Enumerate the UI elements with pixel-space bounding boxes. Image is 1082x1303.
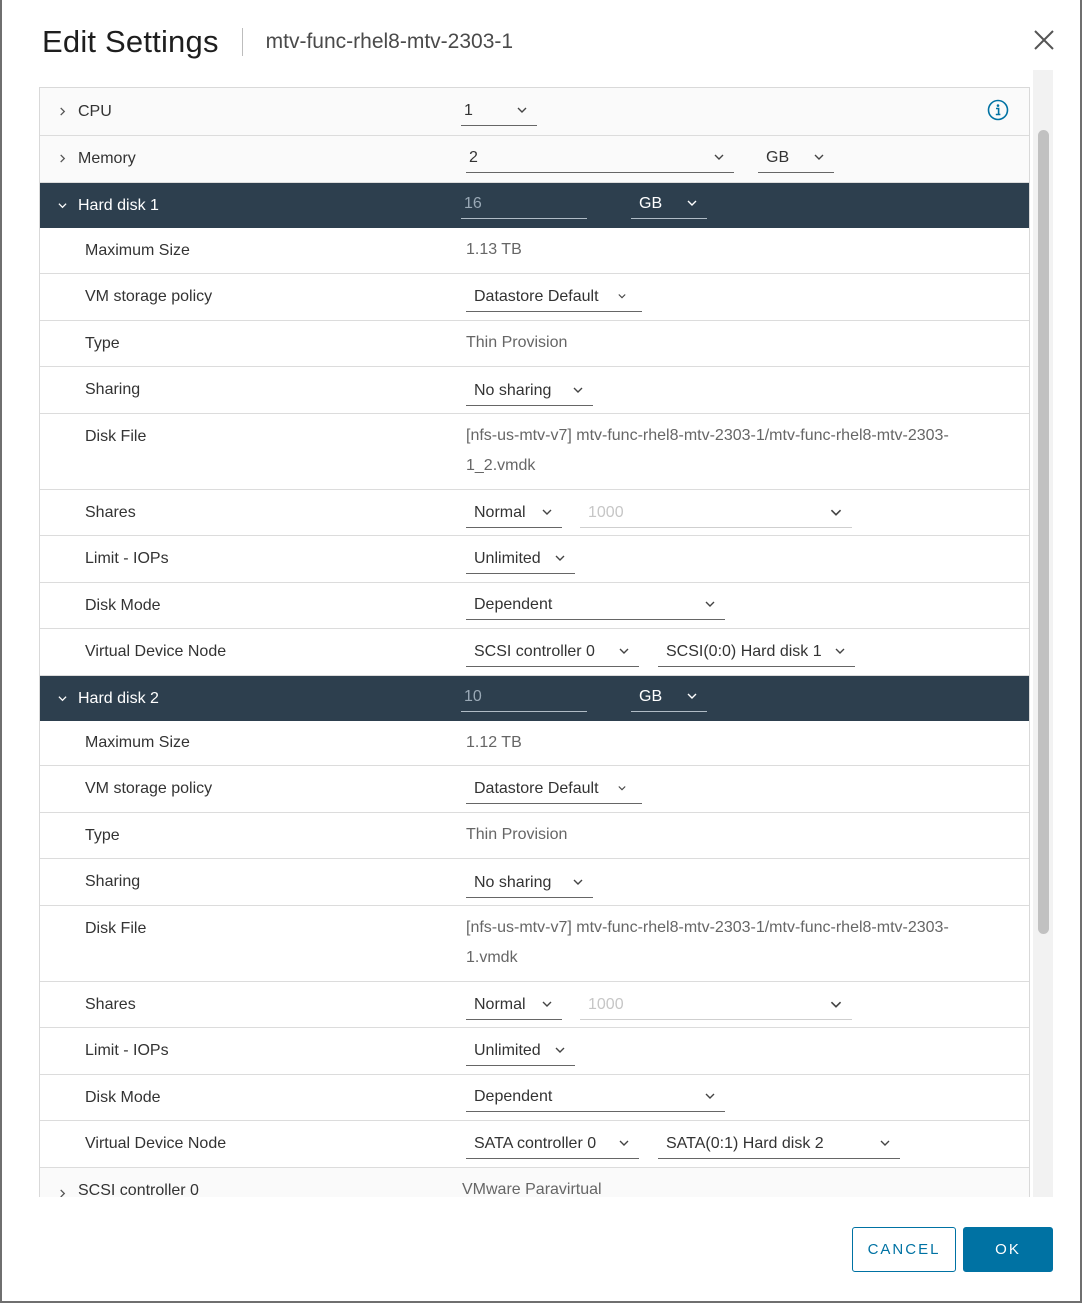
memory-select[interactable] bbox=[466, 143, 734, 173]
disk-file-line-1: [nfs-us-mtv-v7] mtv-func-rhel8-mtv-2303-1/mtv-func-rhel8-mtv-2303- bbox=[466, 919, 949, 936]
disk-mode-label: Disk Mode bbox=[85, 596, 161, 614]
shares-select[interactable] bbox=[466, 498, 562, 528]
info-icon[interactable] bbox=[987, 99, 1009, 121]
limit-label: Limit - IOPs bbox=[85, 1042, 169, 1059]
chevron-down-icon bbox=[880, 1140, 890, 1147]
chevron-down-icon bbox=[555, 1047, 565, 1054]
disk-2-limit-row bbox=[40, 1028, 1029, 1075]
chevron-right-icon[interactable] bbox=[58, 154, 67, 163]
controller-value: SATA controller 0 bbox=[474, 1134, 597, 1152]
disk-mode-select[interactable] bbox=[466, 590, 725, 620]
chevron-down-icon[interactable] bbox=[58, 201, 67, 210]
disk-file-line-2: 1_2.vmdk bbox=[466, 457, 536, 474]
storage-policy-label: VM storage policy bbox=[85, 288, 213, 305]
disk-mode-value: Dependent bbox=[474, 1087, 553, 1105]
shares-value: Normal bbox=[474, 503, 526, 521]
limit-select[interactable] bbox=[466, 1036, 575, 1066]
chevron-down-icon bbox=[705, 1093, 715, 1100]
chevron-down-icon bbox=[687, 200, 697, 207]
storage-policy-label: VM storage policy bbox=[85, 780, 213, 797]
cpu-value: 1 bbox=[464, 101, 473, 119]
chevron-down-icon bbox=[573, 879, 583, 886]
chevron-down-icon bbox=[517, 107, 527, 114]
hard-disk-1-unit: GB bbox=[639, 194, 663, 212]
type-label: Type bbox=[85, 334, 120, 352]
sharing-select[interactable] bbox=[466, 868, 593, 898]
chevron-down-icon bbox=[814, 154, 824, 161]
disk-1-max-size-row bbox=[40, 228, 1029, 274]
chevron-down-icon bbox=[618, 785, 626, 792]
hard-disk-1-header bbox=[40, 183, 1029, 228]
storage-policy-value: Datastore Default bbox=[474, 779, 599, 797]
shares-number-select bbox=[580, 990, 852, 1020]
ok-button[interactable]: OK bbox=[963, 1227, 1053, 1272]
chevron-down-icon bbox=[830, 1001, 842, 1009]
max-size-value: 1.12 TB bbox=[466, 734, 522, 751]
chevron-right-icon[interactable] bbox=[58, 1189, 67, 1197]
cancel-button[interactable]: CANCEL bbox=[852, 1227, 956, 1272]
chevron-down-icon bbox=[555, 555, 565, 562]
sharing-label: Sharing bbox=[85, 381, 141, 398]
controller-select[interactable] bbox=[466, 637, 639, 667]
disk-file-line-1: [nfs-us-mtv-v7] mtv-func-rhel8-mtv-2303-1/mtv-func-rhel8-mtv-2303- bbox=[466, 427, 949, 444]
chevron-down-icon bbox=[618, 293, 626, 300]
memory-unit: GB bbox=[766, 148, 790, 166]
scsi-controller-value: VMware Paravirtual bbox=[462, 1181, 602, 1197]
device-node-label: Virtual Device Node bbox=[85, 643, 227, 660]
storage-policy-value: Datastore Default bbox=[474, 287, 599, 305]
cpu-row bbox=[40, 88, 1029, 136]
memory-label: Memory bbox=[78, 150, 136, 167]
disk-1-limit-row bbox=[40, 536, 1029, 583]
disk-2-file-row bbox=[40, 906, 1029, 982]
disk-1-type-row bbox=[40, 321, 1029, 367]
chevron-down-icon[interactable] bbox=[58, 694, 67, 703]
disk-mode-select[interactable] bbox=[466, 1082, 725, 1112]
scsi-controller-label: SCSI controller 0 bbox=[78, 1182, 199, 1197]
hard-disk-2-header bbox=[40, 676, 1029, 721]
limit-value: Unlimited bbox=[474, 549, 541, 567]
dialog-title: Edit Settings bbox=[42, 24, 219, 59]
disk-1-mode-row bbox=[40, 583, 1029, 629]
cpu-label: CPU bbox=[78, 102, 112, 120]
device-node-value: SCSI(0:0) Hard disk 1 bbox=[666, 642, 822, 660]
disk-1-shares-row bbox=[40, 490, 1029, 536]
max-size-label: Maximum Size bbox=[85, 241, 190, 259]
device-node-label: Virtual Device Node bbox=[85, 1135, 227, 1152]
sharing-label: Sharing bbox=[85, 873, 141, 890]
chevron-down-icon bbox=[542, 509, 552, 516]
max-size-label: Maximum Size bbox=[85, 734, 190, 751]
device-node-value: SATA(0:1) Hard disk 2 bbox=[666, 1134, 824, 1152]
hard-disk-1-size-input[interactable] bbox=[461, 189, 587, 219]
type-value: Thin Provision bbox=[466, 826, 568, 843]
disk-2-node-row bbox=[40, 1121, 1029, 1168]
shares-select[interactable] bbox=[466, 990, 562, 1020]
disk-1-sharing-row bbox=[40, 367, 1029, 414]
scsi-controller-row bbox=[40, 1168, 1029, 1197]
scrollbar-thumb[interactable] bbox=[1038, 130, 1049, 934]
type-label: Type bbox=[85, 826, 120, 844]
controller-select[interactable] bbox=[466, 1129, 639, 1159]
chevron-down-icon bbox=[542, 1001, 552, 1008]
memory-row bbox=[40, 136, 1029, 183]
cpu-select[interactable] bbox=[461, 96, 537, 126]
chevron-down-icon bbox=[687, 693, 697, 700]
sharing-select[interactable] bbox=[466, 376, 593, 406]
limit-value: Unlimited bbox=[474, 1041, 541, 1059]
hard-disk-2-unit-select[interactable] bbox=[631, 682, 707, 712]
hard-disk-2-label: Hard disk 2 bbox=[78, 689, 159, 707]
disk-2-policy-row bbox=[40, 766, 1029, 813]
close-icon[interactable] bbox=[1032, 28, 1056, 52]
chevron-down-icon bbox=[830, 509, 842, 517]
disk-file-label: Disk File bbox=[85, 428, 147, 445]
disk-1-node-row bbox=[40, 629, 1029, 676]
chevron-right-icon[interactable] bbox=[58, 107, 67, 116]
disk-2-max-size-row bbox=[40, 721, 1029, 766]
title-divider bbox=[242, 28, 243, 56]
chevron-down-icon bbox=[835, 648, 845, 655]
disk-2-shares-row bbox=[40, 982, 1029, 1028]
storage-policy-select[interactable] bbox=[466, 282, 642, 312]
device-node-select[interactable] bbox=[658, 1129, 900, 1159]
hard-disk-2-size-input[interactable] bbox=[461, 682, 587, 712]
sharing-value: No sharing bbox=[474, 381, 552, 399]
shares-label: Shares bbox=[85, 995, 136, 1013]
max-size-value: 1.13 TB bbox=[466, 241, 522, 258]
disk-file-label: Disk File bbox=[85, 920, 147, 937]
hard-disk-2-size: 10 bbox=[464, 687, 482, 705]
settings-list bbox=[39, 87, 1030, 1197]
chevron-down-icon bbox=[619, 648, 629, 655]
memory-unit-select[interactable] bbox=[758, 143, 834, 173]
type-value: Thin Provision bbox=[466, 334, 568, 351]
controller-value: SCSI controller 0 bbox=[474, 642, 595, 660]
shares-number: 1000 bbox=[588, 995, 624, 1013]
shares-label: Shares bbox=[85, 503, 136, 521]
disk-2-sharing-row bbox=[40, 859, 1029, 906]
storage-policy-select[interactable] bbox=[466, 774, 642, 804]
hard-disk-1-label: Hard disk 1 bbox=[78, 196, 159, 214]
hard-disk-1-size: 16 bbox=[464, 194, 482, 212]
disk-mode-value: Dependent bbox=[474, 595, 553, 613]
hard-disk-2-unit: GB bbox=[639, 687, 663, 705]
disk-1-policy-row bbox=[40, 274, 1029, 321]
chevron-down-icon bbox=[705, 601, 715, 608]
limit-label: Limit - IOPs bbox=[85, 550, 169, 567]
limit-select[interactable] bbox=[466, 544, 575, 574]
disk-file-line-2: 1.vmdk bbox=[466, 949, 518, 966]
shares-number: 1000 bbox=[588, 503, 624, 521]
memory-value: 2 bbox=[469, 148, 478, 166]
shares-number-select bbox=[580, 498, 852, 528]
disk-2-type-row bbox=[40, 813, 1029, 859]
sharing-value: No sharing bbox=[474, 873, 552, 891]
chevron-down-icon bbox=[714, 154, 724, 161]
vm-name: mtv-func-rhel8-mtv-2303-1 bbox=[265, 30, 514, 53]
disk-1-file-row bbox=[40, 414, 1029, 490]
chevron-down-icon bbox=[619, 1140, 629, 1147]
hard-disk-1-unit-select[interactable] bbox=[631, 189, 707, 219]
shares-value: Normal bbox=[474, 995, 526, 1013]
disk-2-mode-row bbox=[40, 1075, 1029, 1121]
chevron-down-icon bbox=[573, 387, 583, 394]
dialog-header bbox=[42, 20, 513, 64]
disk-mode-label: Disk Mode bbox=[85, 1088, 161, 1106]
device-node-select[interactable] bbox=[658, 637, 855, 667]
